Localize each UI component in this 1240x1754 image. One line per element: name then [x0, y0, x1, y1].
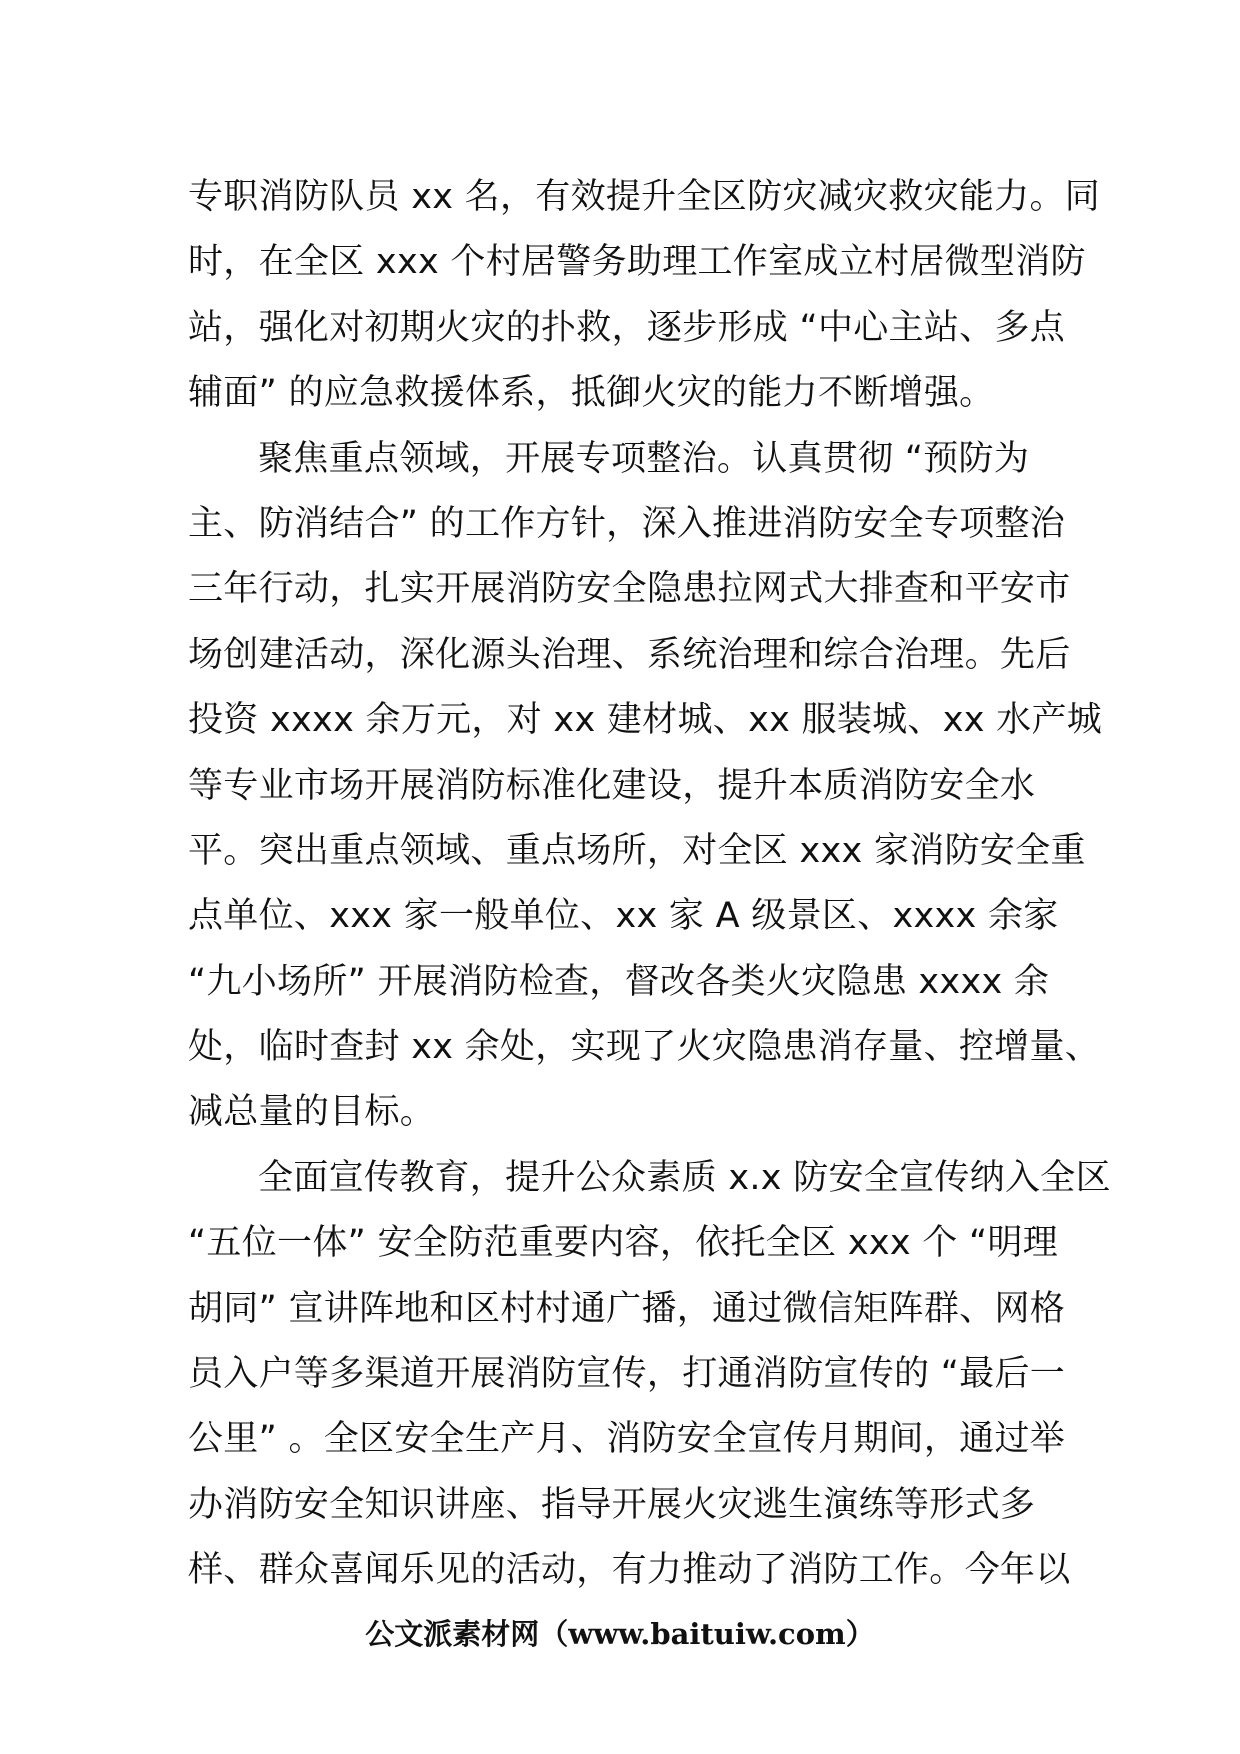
- text-line: 减总量的目标。: [188, 1092, 436, 1133]
- text-line: 主、防消结合” 的工作方针，深入推进消防安全专项整治: [188, 503, 1066, 544]
- text-line: 公里” 。全区安全生产月、消防安全宣传月期间，通过举: [188, 1419, 1066, 1460]
- text-line: 时，在全区 xxx 个村居警务助理工作室成立村居微型消防: [188, 242, 1086, 283]
- text-line: 投资 xxxx 余万元，对 xx 建材城、xx 服装城、xx 水产城: [188, 700, 1103, 741]
- text-line: 三年行动，扎实开展消防安全隐患拉网式大排查和平安市: [188, 569, 1071, 610]
- paragraph-start-line: 全面宣传教育，提升公众素质 x.x 防安全宣传纳入全区: [258, 1157, 1111, 1198]
- text-line: 等专业市场开展消防标准化建设，提升本质消防安全水: [188, 765, 1036, 806]
- text-line: 样、群众喜闻乐见的活动，有力推动了消防工作。今年以: [188, 1550, 1071, 1591]
- document-body: [188, 165, 1111, 1604]
- text-line: “九小场所” 开展消防检查，督改各类火灾隐患 xxxx 余: [188, 961, 1050, 1002]
- text-line: 场创建活动，深化源头治理、系统治理和综合治理。先后: [188, 634, 1071, 675]
- text-line: 专职消防队员 xx 名，有效提升全区防灾减灾救灾能力。同: [188, 177, 1101, 217]
- text-line: “五位一体” 安全防范重要内容，依托全区 xxx 个 “明理: [188, 1223, 1059, 1264]
- text-line: 员入户等多渠道开展消防宣传，打通消防宣传的 “最后一: [188, 1354, 1066, 1395]
- text-line: 站，强化对初期火灾的扑救，逐步形成 “中心主站、多点: [188, 307, 1066, 348]
- text-line: 胡同” 宣讲阵地和区村村通广播，通过微信矩阵群、网格: [188, 1288, 1066, 1329]
- text-line: 辅面” 的应急救援体系，抵御火灾的能力不断增强。: [188, 373, 995, 414]
- page-footer: 公文派素材网（www.baituiw.com）: [365, 1617, 875, 1651]
- text-line: 平。突出重点领域、重点场所，对全区 xxx 家消防安全重: [188, 830, 1086, 871]
- text-line: 办消防安全知识讲座、指导开展火灾逃生演练等形式多: [188, 1484, 1036, 1525]
- text-line: 处，临时查封 xx 余处，实现了火灾隐患消存量、控增量、: [188, 1027, 1101, 1068]
- text-line: 点单位、xxx 家一般单位、xx 家 A 级景区、xxxx 余家: [188, 896, 1059, 937]
- paragraph-start-line: 聚焦重点领域，开展专项整治。认真贯彻 “预防为: [258, 438, 1030, 479]
